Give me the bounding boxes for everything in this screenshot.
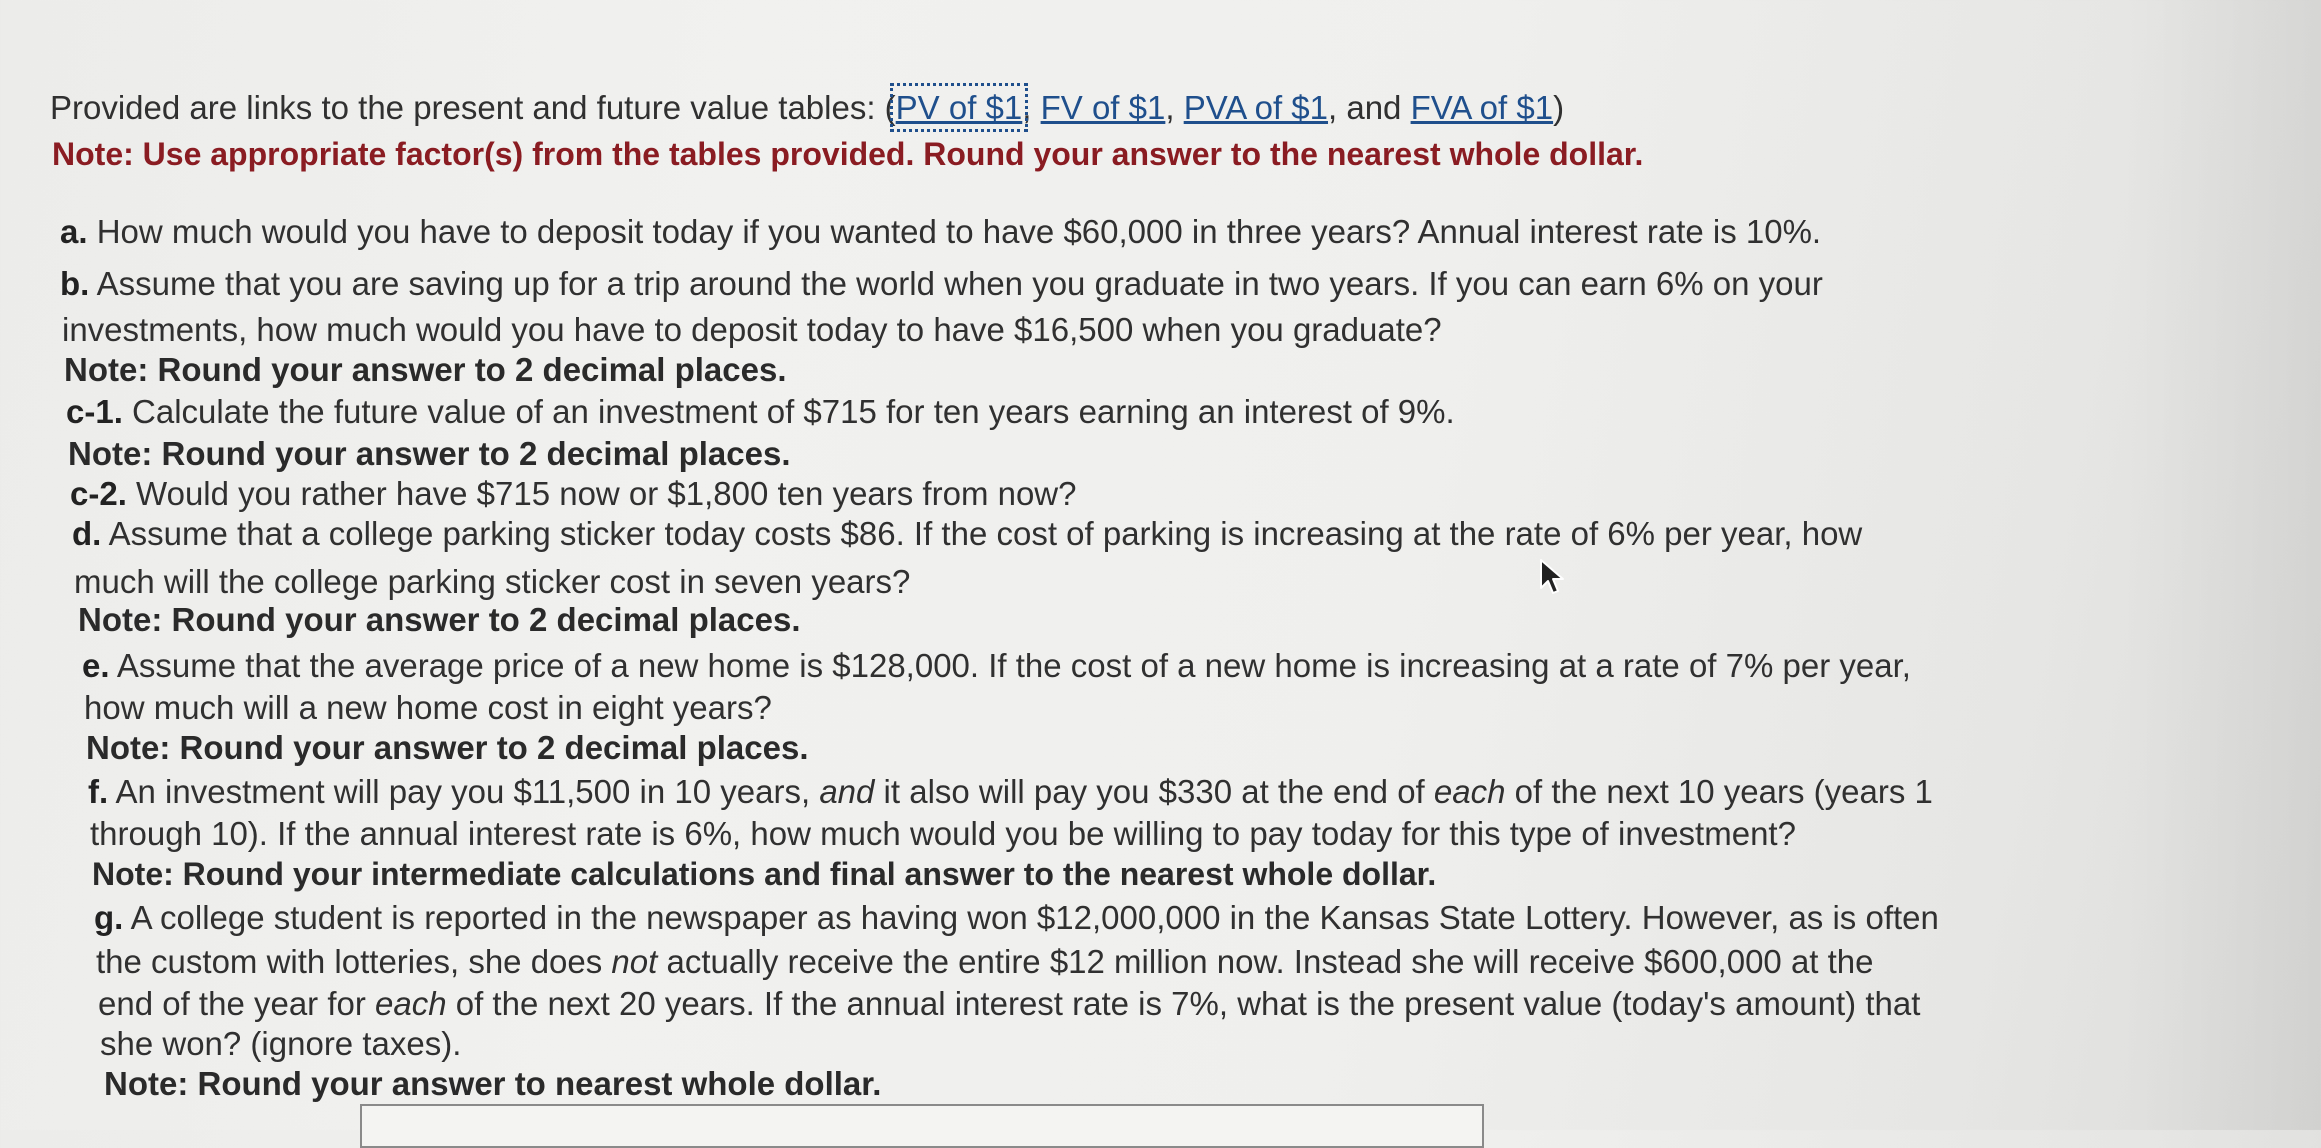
question-g-note: Note: Round your answer to nearest whole dollar.: [104, 1065, 882, 1102]
question-g-text-3b: each: [375, 985, 447, 1022]
question-a-text: How much would you have to deposit today if you wanted to have $60,000 in three years? Annual interest rate is 10%.: [87, 213, 1822, 250]
question-c1-note: Note: Round your answer to 2 decimal places.: [68, 435, 791, 472]
question-b-line1: [60, 264, 1823, 304]
question-g-text-3a: end of the year for: [98, 985, 376, 1022]
pva-of-1-link[interactable]: PVA of $1: [1183, 89, 1329, 126]
question-g-line2: [96, 942, 1874, 982]
question-g-label: g.: [94, 899, 124, 936]
question-f-text-1e: of the next 10 years (years 1: [1505, 773, 1933, 810]
question-g-text-3c: of the next 20 years. If the annual interest rate is 7%, what is the present value (today's amount) that: [446, 985, 1921, 1022]
question-c1-text: Calculate the future value of an investment of $715 for ten years earning an interest of 9%.: [122, 393, 1455, 430]
question-g-text-2b: not: [611, 943, 658, 980]
question-e-line2: how much will a new home cost in eight years?: [84, 689, 772, 726]
question-f-text-1a: An investment will pay you $11,500 in 10 years,: [108, 773, 820, 810]
question-f-text-1d: each: [1433, 773, 1506, 810]
question-d-line1: [72, 514, 1862, 554]
fv-of-1-link[interactable]: FV of $1: [1040, 89, 1166, 126]
question-a: [60, 212, 1821, 252]
question-f-text-1c: it also will pay you $330 at the end of: [874, 773, 1434, 810]
intro-sep-3: , and: [1328, 89, 1411, 126]
question-e-text-1: Assume that the average price of a new home is $128,000. If the cost of a new home is increasing at a rate of 7% per year,: [109, 647, 1911, 684]
question-b-text-1: Assume that you are saving up for a trip around the world when you graduate in two years. If you can earn 6% on your: [89, 265, 1823, 302]
question-e-label: e.: [82, 647, 110, 684]
question-d-text-1: Assume that a college parking sticker today costs $86. If the cost of parking is increasing at the rate of 6% per year, how: [101, 515, 1863, 552]
question-f-line1: [88, 772, 1933, 812]
question-f-text-1b: and: [819, 773, 875, 810]
question-f-line2: through 10). If the annual interest rate is 6%, how much would you be willing to pay today for this type of investment?: [90, 815, 1796, 852]
question-g-text-2a: the custom with lotteries, she does: [96, 943, 612, 980]
question-a-label: a.: [60, 213, 88, 250]
question-g-text-1: A college student is reported in the newspaper as having won $12,000,000 in the Kansas State Lottery. However, as is often: [123, 899, 1939, 936]
main-note: Note: Use appropriate factor(s) from the tables provided. Round your answer to the nearest whole dollar.: [52, 136, 1644, 172]
question-b-label: b.: [60, 265, 90, 302]
intro-line: [50, 88, 1564, 128]
photo-shading: [2121, 0, 2321, 1130]
question-g-line4: she won? (ignore taxes).: [100, 1025, 462, 1062]
question-c2: [70, 474, 1077, 514]
question-g-line1: [94, 898, 1939, 938]
question-d-label: d.: [72, 515, 102, 552]
answer-table-edge: [360, 1104, 1484, 1148]
intro-text: Provided are links to the present and future value tables: (: [50, 89, 896, 126]
question-b-line2: investments, how much would you have to deposit today to have $16,500 when you graduate?: [62, 311, 1442, 348]
pv-of-1-link[interactable]: PV of $1: [895, 89, 1023, 126]
question-c1-label: c-1.: [66, 393, 123, 430]
question-c2-label: c-2.: [70, 475, 127, 512]
question-b-note: Note: Round your answer to 2 decimal places.: [64, 351, 787, 388]
mouse-pointer-icon: [1538, 558, 1566, 598]
question-g-text-2c: actually receive the entire $12 million now. Instead she will receive $600,000 at the: [657, 943, 1874, 980]
fva-of-1-link[interactable]: FVA of $1: [1410, 89, 1554, 126]
question-d-note: Note: Round your answer to 2 decimal places.: [78, 601, 801, 638]
question-c1: [66, 392, 1455, 432]
question-e-line1: [82, 646, 1911, 686]
intro-close: ): [1553, 89, 1565, 126]
question-e-note: Note: Round your answer to 2 decimal places.: [86, 729, 809, 766]
question-f-label: f.: [88, 773, 109, 810]
intro-sep-1: ,: [1022, 89, 1041, 126]
intro-sep-2: ,: [1165, 89, 1184, 126]
question-g-line3: [98, 984, 1920, 1024]
question-f-note: Note: Round your intermediate calculations and final answer to the nearest whole dollar.: [92, 856, 1437, 892]
question-c2-text: Would you rather have $715 now or $1,800 ten years from now?: [126, 475, 1077, 512]
question-d-line2: much will the college parking sticker cost in seven years?: [74, 563, 911, 600]
